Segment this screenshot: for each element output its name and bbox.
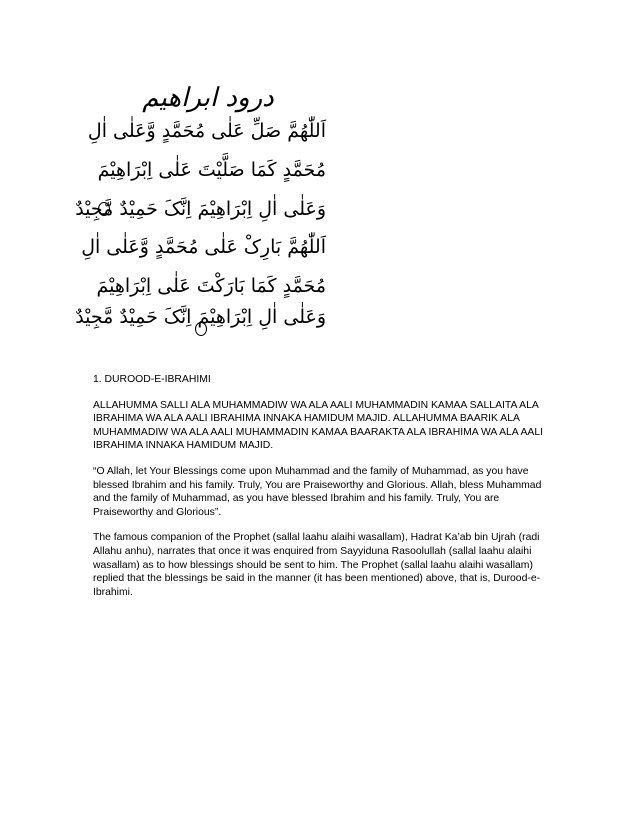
text-content	[93, 373, 553, 611]
section-heading: 1. DUROOD-E-IBRAHIMI	[93, 374, 211, 385]
arabic-calligraphy-block	[75, 72, 328, 340]
arabic-line-2: مُحَمَّدٍ کَمَا صَلَّیْتَ عَلٰی اِبْرَاھِیْمَ	[97, 159, 326, 181]
arabic-line-1: اَللّٰھُمَّ صَلِّ عَلٰی مُحَمَّدٍ وَّعَلٰی اٰلِ	[87, 120, 326, 142]
arabic-line-4: اَللّٰھُمَّ بَارِکْ عَلٰی مُحَمَّدٍ وَّعَلٰی اٰلِ	[81, 236, 326, 258]
narration-paragraph: The famous companion of the Prophet (sallal laahu alaihi wasallam), Hadrat Ka’ab bin Ujrah (radi Allahu anhu), narrates that once it was enquired from Sayyiduna Rasoolullah (sallal laahu alaihi wasallam) as to how blessings should be sent to him. The Prophet (sallal laahu alaihi wasallam) replied that the blessings be said in the manner (it has been mentioned) above, that is, Durood-e-Ibrahimi.	[93, 532, 541, 598]
arabic-line-6: وَعَلٰی اٰلِ اِبْرَاھِیْمَ اِنَّکَ حَمِیْدٌ مَّجِیْدٌ	[75, 306, 326, 328]
transliteration-paragraph: ALLAHUMMA SALLI ALA MUHAMMADIW WA ALA AALI MUHAMMADIN KAMAA SALLAITA ALA IBRAHIMA WA ALA AALI IBRAHIMA INNAKA HAMIDUM MAJID. ALLAHUMMA BAARIK ALA MUHAMMADIW WA ALA AALI MUHAMMADIN KAMAA BAARAKTA ALA IBRAHIMA WA ALA AALI IBRAHIMA INNAKA HAMIDUM MAJID.	[93, 399, 544, 452]
arabic-title: درود ابراھیم	[142, 83, 274, 113]
translation-paragraph: “O Allah, let Your Blessings come upon Muhammad and the family of Muhammad, as you have blessed Ibrahim and his family. Truly, You are Praiseworthy and Glorious. Allah, bless Muhammad and the family of Muhammad, as you have blessed Ibrahim and his family. Truly, You are Praiseworthy and Glorious”.	[93, 465, 542, 518]
arabic-line-5: مُحَمَّدٍ کَمَا بَارَکْتَ عَلٰی اِبْرَاھِیْمَ	[96, 275, 326, 297]
verse-end-circle-icon	[98, 202, 110, 216]
arabic-line-3: وَعَلٰی اٰلِ اِبْرَاھِیْمَ اِنَّکَ حَمِیْدٌ مَّجِیْدٌ	[75, 198, 326, 220]
verse-end-circle-icon	[195, 322, 207, 336]
